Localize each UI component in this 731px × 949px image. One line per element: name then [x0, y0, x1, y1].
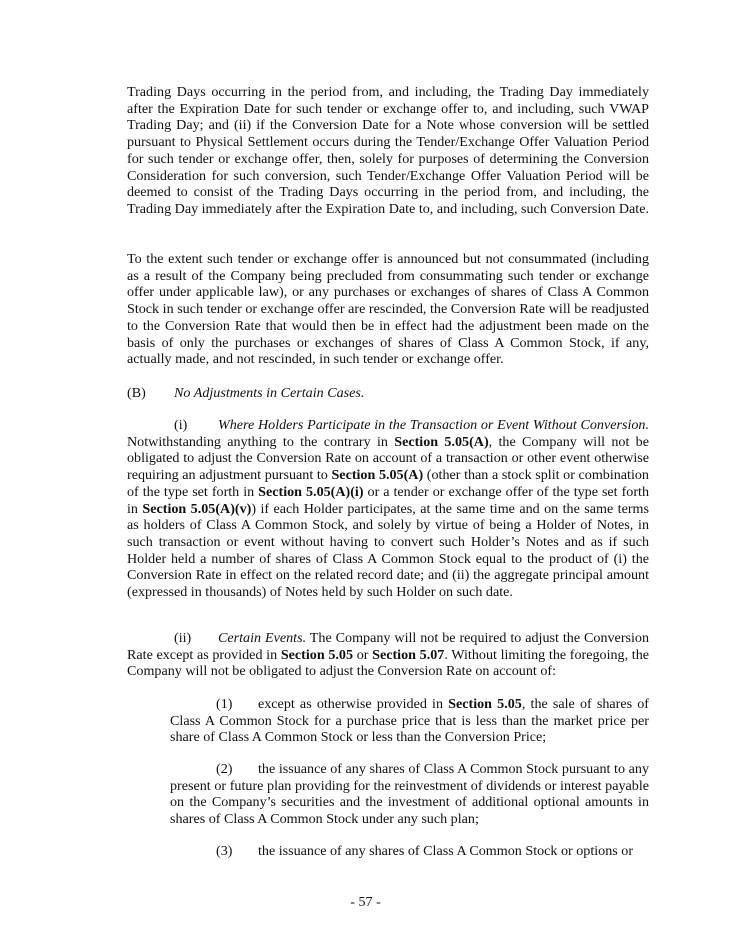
list-item-3-number: (3) — [216, 843, 233, 859]
clause-ii-text-1: The Company will not be required to adjust the Conversion Rate except as provided in — [127, 630, 650, 663]
section-ref-5-05-a-v: Section 5.05(A)(v) — [142, 500, 252, 517]
list-item-2-text: the issuance of any shares of Class A Common Stock pursuant to any present or future plan providing for the reinvestment of dividends or interest payable on the Company’s securities and the investment of additional optional amounts in shares of Class A Common Stock under any such plan; — [170, 761, 649, 828]
paragraph-i-holders-participate — [127, 417, 649, 601]
clause-i-text-1: Notwithstanding anything to the contrary in — [127, 433, 395, 450]
list-item-3-text: the issuance of any shares of Class A Common Stock or options or — [258, 843, 634, 859]
clause-ii-text-3: . Without limiting the foregoing, the Company will not be obligated to adjust the Conversion Rate on account of: — [127, 646, 650, 680]
list-item-2 — [170, 761, 649, 828]
section-ref-5-05: Section 5.05 — [280, 646, 354, 663]
clause-i-text-2: , the Company will not be obligated to adjust the Conversion Rate on account of a transaction or other event otherwise requiring an adjustment pursuant to — [127, 433, 649, 484]
section-ref-5-05-a-2: Section 5.05(A) — [331, 467, 424, 484]
clause-i-label: (i) — [174, 417, 188, 433]
list-item-2-number: (2) — [216, 761, 233, 777]
section-ref-5-05-item1: Section 5.05 — [448, 696, 522, 712]
list-item-1-text-1: except as otherwise provided in — [258, 696, 449, 712]
clause-ii-title: Certain Events. — [218, 630, 307, 646]
list-item-3 — [170, 843, 649, 860]
clause-ii-label: (ii) — [174, 630, 192, 646]
paragraph-ii-certain-events — [127, 630, 649, 680]
list-item-1-number: (1) — [216, 696, 233, 712]
list-item-1 — [170, 696, 649, 746]
clause-i-text-4: or a tender or exchange offer of the type set forth in — [127, 483, 649, 517]
paragraph-readjustment: To the extent such tender or exchange offer is announced but not consummated (including as a result of the Company being precluded from consummating such tender or exchange offer under applicable law), or any purchases or exchanges of shares of Class A Common Stock in such tender or exchange offer are rescinded, the Conversion Rate will be readjusted to the Conversion Rate that would then be in effect had the adjustment been made on the basis of only the purchases or exchanges of shares of Class A Common Stock, if any, actually made, and not rescinded, in such tender or exchange offer. — [127, 251, 649, 368]
list-item-1-text-2: , the sale of shares of Class A Common Stock for a purchase price that is less than the market price per share of Class A Common Stock or less than the Conversion Price; — [170, 696, 649, 746]
clause-ii-text-2: or — [353, 646, 373, 663]
section-b-title: No Adjustments in Certain Cases. — [174, 385, 365, 401]
clause-i-title: Where Holders Participate in the Transaction or Event Without Conversion. — [218, 417, 649, 433]
section-b-label: (B) — [127, 385, 146, 401]
section-b-heading — [127, 385, 649, 402]
section-ref-5-05-a: Section 5.05(A) — [394, 433, 489, 450]
page-number: - 57 - — [350, 894, 381, 910]
section-ref-5-05-a-i: Section 5.05(A)(i) — [258, 483, 364, 500]
section-ref-5-07: Section 5.07 — [372, 646, 445, 663]
clause-i-text-5: ) if each Holder participates, at the same time and on the same terms as holders of Class A Common Stock, and solely by virtue of being a Holder of Notes, in such transaction or event without having to convert such Holder’s Notes and as if such Holder held a number of shares of Class A Common Stock equal to the product of (i) the Conversion Rate in effect on the related record date; and (ii) the aggregate principal amount (expressed in thousands) of Notes held by such Holder on such date. — [127, 500, 649, 601]
clause-i-text-3: (other than a stock split or combination of the type set forth in — [127, 467, 649, 500]
paragraph-tender-offer-period: Trading Days occurring in the period from, and including, the Trading Day immediately after the Expiration Date for such tender or exchange offer to, and including, such VWAP Trading Day; and (ii) if the Conversion Date for a Note whose conversion will be settled pursuant to Physical Settlement occurs during the Tender/Exchange Offer Valuation Period for such tender or exchange offer, then, solely for purposes of determining the Conversion Consideration for such conversion, such Tender/Exchange Offer Valuation Period will be deemed to consist of the Trading Days occurring in the period from, and including, the Trading Day immediately after the Expiration Date to, and including, such Conversion Date. — [127, 84, 649, 217]
